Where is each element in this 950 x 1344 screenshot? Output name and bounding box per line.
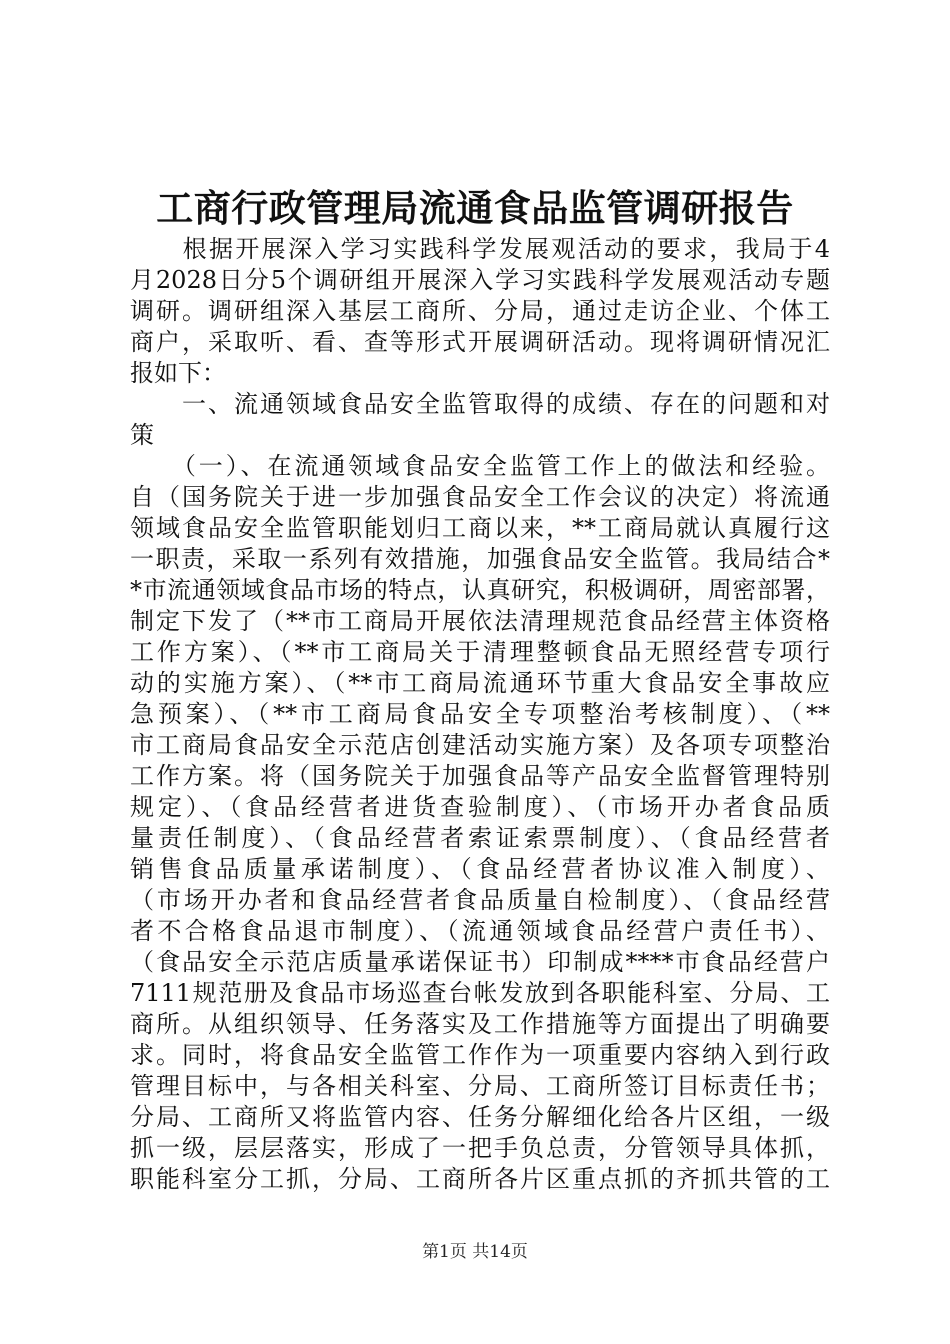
body-line: 管理目标中，与各相关科室、分局、工商所签订目标责任书； — [130, 1072, 830, 1100]
body-line: 销售食品质量承诺制度）、（食品经营者协议准入制度）、 — [130, 855, 830, 883]
body-line: 调研。调研组深入基层工商所、分局，通过走访企业、个体工 — [130, 297, 830, 325]
body-line: 分局、工商所又将监管内容、任务分解细化给各片区组，一级 — [130, 1103, 830, 1131]
body-line: 工作方案。将（国务院关于加强食品等产品安全监督管理特别 — [130, 762, 830, 790]
body-line: *市流通领域食品市场的特点，认真研究，积极调研，周密部署， — [130, 576, 830, 604]
body-line: （市场开办者和食品经营者食品质量自检制度）、（食品经营 — [130, 886, 830, 914]
body-line: 自（国务院关于进一步加强食品安全工作会议的决定）将流通 — [130, 483, 830, 511]
section-heading-line: 策 — [130, 421, 154, 449]
body-line: 求。同时，将食品安全监管工作作为一项重要内容纳入到行政 — [130, 1041, 830, 1069]
body-line: 急预案）、（**市工商局食品安全专项整治考核制度）、（** — [130, 700, 830, 728]
body-line: 7111规范册及食品市场巡查台帐发放到各职能科室、分局、工 — [130, 979, 830, 1007]
body-line: 市工商局食品安全示范店创建活动实施方案）及各项专项整治 — [130, 731, 830, 759]
body-line: 量责任制度）、（食品经营者索证索票制度）、（食品经营者 — [130, 824, 830, 852]
body-line: 领域食品安全监管职能划归工商以来，**工商局就认真履行这 — [130, 514, 830, 542]
document-body — [130, 234, 830, 1195]
body-line: 者不合格食品退市制度）、（流通领域食品经营户责任书）、 — [130, 917, 830, 945]
body-line: 商所。从组织领导、任务落实及工作措施等方面提出了明确要 — [130, 1010, 830, 1038]
body-line: 制定下发了（**市工商局开展依法清理规范食品经营主体资格 — [130, 607, 830, 635]
body-line: 职能科室分工抓，分局、工商所各片区重点抓的齐抓共管的工 — [130, 1165, 830, 1193]
subsection-heading-line: （一）、在流通领域食品安全监管工作上的做法和经验。 — [130, 452, 830, 480]
body-line: 规定）、（食品经营者进货查验制度）、（市场开办者食品质 — [130, 793, 830, 821]
body-line: 动的实施方案）、（**市工商局流通环节重大食品安全事故应 — [130, 669, 830, 697]
page-footer: 第1页 共14页 — [422, 1242, 528, 1262]
document-title: 工商行政管理局流通食品监管调研报告 — [156, 186, 794, 230]
body-line: （食品安全示范店质量承诺保证书）印制成****市食品经营户 — [130, 948, 830, 976]
body-line: 抓一级，层层落实，形成了一把手负总责，分管领导具体抓， — [130, 1134, 830, 1162]
body-line: 一职责，采取一系列有效措施，加强食品安全监管。我局结合* — [130, 545, 830, 573]
body-line: 月2028日分5个调研组开展深入学习实践科学发展观活动专题 — [130, 266, 830, 294]
body-line: 工作方案）、（**市工商局关于清理整顿食品无照经营专项行 — [130, 638, 830, 666]
body-line: 根据开展深入学习实践科学发展观活动的要求，我局于4 — [130, 235, 830, 263]
body-line: 商户，采取听、看、查等形式开展调研活动。现将调研情况汇 — [130, 328, 830, 356]
section-heading-line: 一、流通领域食品安全监管取得的成绩、存在的问题和对 — [130, 390, 830, 418]
body-line: 报如下： — [130, 359, 226, 387]
